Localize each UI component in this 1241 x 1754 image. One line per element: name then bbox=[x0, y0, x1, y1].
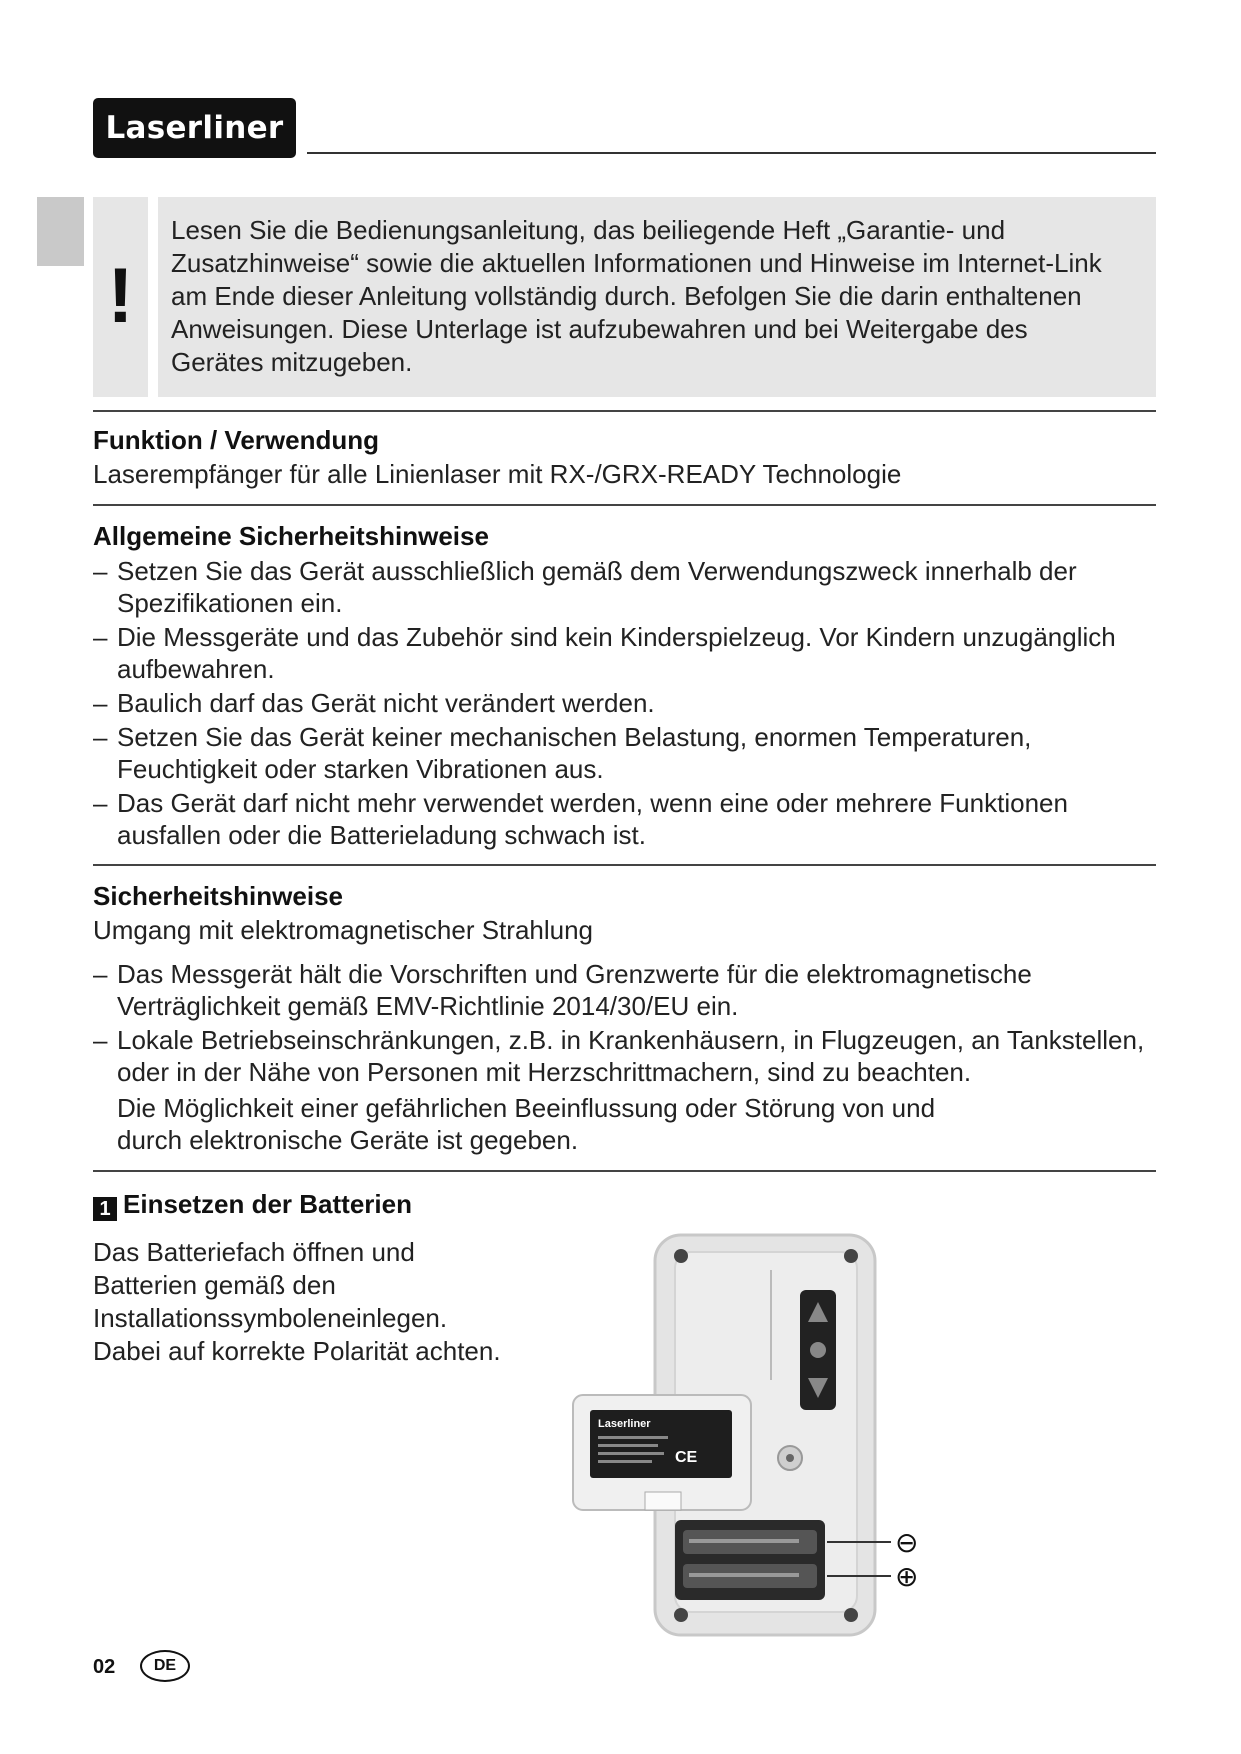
language-badge: DE bbox=[140, 1650, 190, 1682]
list-item bbox=[93, 721, 1156, 785]
header-rule bbox=[307, 152, 1156, 154]
batteries-title bbox=[93, 1188, 412, 1221]
brand-logo: Laserliner bbox=[93, 98, 296, 158]
list-item bbox=[93, 687, 1156, 719]
section-rule bbox=[93, 504, 1156, 506]
notice-line: Zusatzhinweise“ sowie die aktuellen Informationen und Hinweise im Internet-Link bbox=[171, 248, 1102, 278]
lid-label-brand: Laserliner bbox=[598, 1418, 651, 1430]
list-item-line: Verträglichkeit gemäß EMV-Richtlinie 2014/30/EU ein. bbox=[117, 991, 739, 1021]
batteries-instructions bbox=[93, 1236, 553, 1368]
plus-polarity-icon: ⊕ bbox=[895, 1560, 919, 1593]
section-rule bbox=[93, 1170, 1156, 1172]
continuation-line: Die Möglichkeit einer gefährlichen Beeinflussung oder Störung von und bbox=[117, 1093, 936, 1123]
function-title: Funktion / Verwendung bbox=[93, 425, 379, 455]
notice-line: Lesen Sie die Bedienungsanleitung, das beiliegende Heft „Garantie- und bbox=[171, 215, 1006, 245]
list-item-line: oder in der Nähe von Personen mit Herzschrittmachern, sind zu beachten. bbox=[117, 1057, 972, 1087]
notice-line: am Ende dieser Anleitung vollständig durch. Befolgen Sie die darin enthaltenen bbox=[171, 281, 1082, 311]
general-safety-title: Allgemeine Sicherheitshinweise bbox=[93, 521, 489, 551]
notice-line: Gerätes mitzugeben. bbox=[171, 347, 413, 377]
list-item-line: Lokale Betriebseinschränkungen, z.B. in Krankenhäusern, in Flugzeugen, an Tankstellen, bbox=[117, 1025, 1145, 1055]
list-item-line: Das Gerät darf nicht mehr verwendet werden, wenn eine oder mehrere Funktionen bbox=[117, 788, 1068, 818]
list-item-line: ausfallen oder die Batterieladung schwach ist. bbox=[117, 820, 646, 850]
function-text: Laserempfänger für alle Linienlaser mit RX-/GRX-READY Technologie bbox=[93, 459, 902, 489]
safety-subtitle: Umgang mit elektromagnetischer Strahlung bbox=[93, 915, 594, 945]
safety-continuation bbox=[117, 1092, 935, 1156]
list-item-line: Baulich darf das Gerät nicht verändert werden. bbox=[117, 688, 655, 718]
list-item-line: Spezifikationen ein. bbox=[117, 588, 343, 618]
device-illustration bbox=[565, 1230, 985, 1640]
battery-compartment-figure bbox=[565, 1230, 985, 1640]
list-item-line: Das Messgerät hält die Vorschriften und Grenzwerte für die elektromagnetische bbox=[117, 959, 1032, 989]
list-item-line: Feuchtigkeit oder starken Vibrationen aus. bbox=[117, 754, 604, 784]
list-item bbox=[93, 555, 1156, 619]
instruction-line: Dabei auf korrekte Polarität achten. bbox=[93, 1336, 501, 1366]
instruction-line: Batterien gemäß den bbox=[93, 1270, 336, 1300]
dash-icon: – bbox=[93, 722, 108, 752]
dash-icon: – bbox=[93, 556, 108, 586]
dash-icon: – bbox=[93, 959, 108, 989]
notice-text bbox=[171, 214, 1146, 379]
ce-mark: CE bbox=[675, 1449, 698, 1466]
list-item-line: Setzen Sie das Gerät keiner mechanischen Belastung, enormen Temperaturen, bbox=[117, 722, 1032, 752]
warning-icon: ! bbox=[107, 251, 134, 339]
section-rule bbox=[93, 410, 1156, 412]
list-item-line: Die Messgeräte und das Zubehör sind kein Kinderspielzeug. Vor Kindern unzugänglich bbox=[117, 622, 1116, 652]
list-item bbox=[93, 621, 1156, 685]
batteries-title-text: Einsetzen der Batterien bbox=[123, 1189, 412, 1219]
dash-icon: – bbox=[93, 788, 108, 818]
list-item bbox=[93, 958, 1156, 1022]
safety-list bbox=[93, 958, 1156, 1088]
list-item-line: Setzen Sie das Gerät ausschließlich gemäß dem Verwendungszweck innerhalb der bbox=[117, 556, 1077, 586]
minus-polarity-icon: ⊖ bbox=[895, 1526, 919, 1559]
continuation-line: durch elektronische Geräte ist gegeben. bbox=[117, 1125, 579, 1155]
safety-title: Sicherheitshinweise bbox=[93, 881, 343, 911]
dash-icon: – bbox=[93, 1025, 108, 1055]
side-tab-marker bbox=[37, 197, 84, 266]
list-item-line: aufbewahren. bbox=[117, 654, 275, 684]
section-rule bbox=[93, 864, 1156, 866]
dash-icon: – bbox=[93, 688, 108, 718]
page-number: 02 bbox=[93, 1656, 116, 1678]
list-item bbox=[93, 1024, 1156, 1088]
general-safety-list bbox=[93, 555, 1156, 851]
step-number-badge: 1 bbox=[93, 1197, 117, 1221]
instruction-line: Das Batteriefach öffnen und bbox=[93, 1237, 415, 1267]
list-item bbox=[93, 787, 1156, 851]
notice-line: Anweisungen. Diese Unterlage ist aufzubewahren und bei Weitergabe des bbox=[171, 314, 1028, 344]
dash-icon: – bbox=[93, 622, 108, 652]
instruction-line: Installationssymboleneinlegen. bbox=[93, 1303, 448, 1333]
